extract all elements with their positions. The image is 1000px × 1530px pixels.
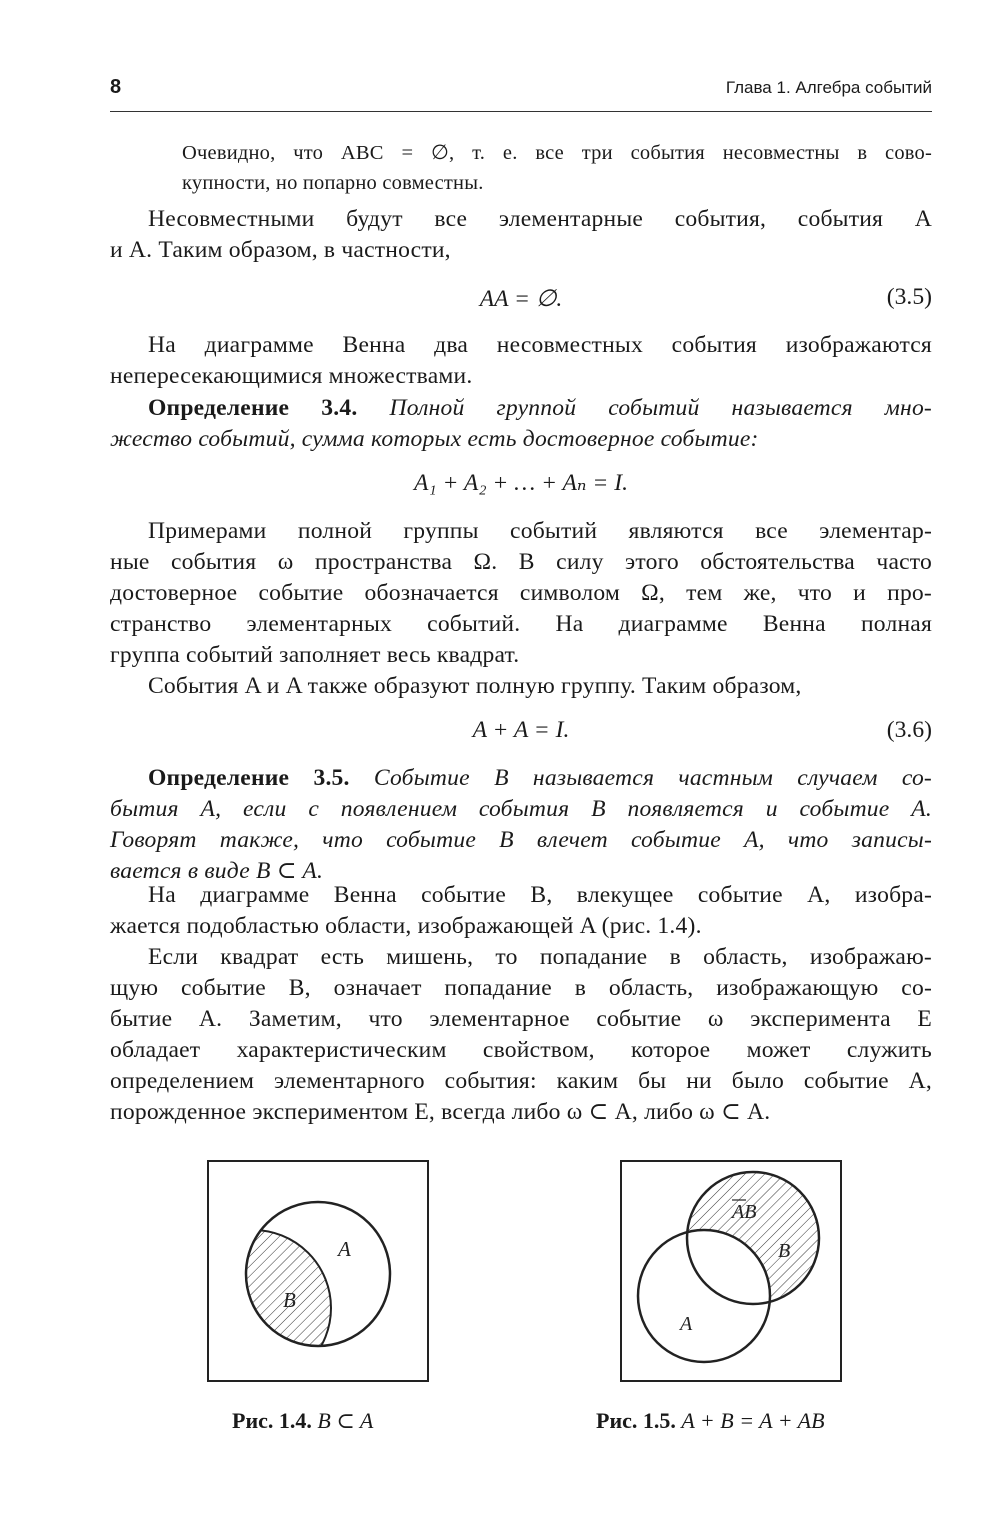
text-line: бытие A. Заметим, что элементарное событие ω эксперимента E	[110, 1006, 932, 1032]
text-line: Несовместными будут все элементарные события, события A	[148, 206, 932, 232]
definition-label: Определение 3.4.	[148, 395, 358, 421]
paragraph-5	[110, 671, 932, 702]
caption-text: B ⊂ A	[317, 1408, 374, 1433]
label-a: A	[680, 1313, 693, 1335]
paragraph-3	[110, 330, 932, 392]
text-line: вается в виде B ⊂ A.	[110, 858, 324, 884]
equation-number: (3.6)	[886, 717, 932, 743]
caption-label: Рис. 1.5.	[596, 1408, 676, 1433]
text-line	[110, 763, 932, 794]
event-abar-b-region	[620, 1160, 842, 1382]
formula-full-group	[110, 468, 932, 502]
text-line: обладает характеристическим свойством, которое может служить	[110, 1037, 932, 1063]
text-line: Очевидно, что ABC = ∅, т. е. все три события несовместны в сово-	[182, 142, 932, 164]
text-line: Говорят также, что событие B влечет событие A, что записы-	[110, 827, 932, 853]
text-line: бытия A, если с появлением события B появляется и событие A.	[110, 796, 932, 822]
formula-expression: AA = ∅.	[479, 286, 563, 312]
figure-1-5-diagram	[620, 1160, 842, 1382]
page-header	[110, 76, 932, 106]
page-number: 8	[110, 76, 122, 98]
text-line: и A. Таким образом, в частности,	[110, 237, 451, 263]
paragraph-2	[110, 204, 932, 266]
equation-number: (3.5)	[886, 284, 932, 310]
text-line	[110, 393, 932, 424]
formula-expression: A + A = I.	[472, 717, 570, 743]
text-line: непересекающимися множествами.	[110, 363, 473, 389]
text-line: определением элементарного события: каким бы ни было событие A,	[110, 1068, 932, 1094]
text-line: ные события ω пространства Ω. В силу этого обстоятельства часто	[110, 549, 932, 575]
paragraph-1	[182, 138, 932, 198]
formula-3-6	[110, 717, 932, 751]
paragraph-4	[110, 516, 932, 671]
figure-1-5	[620, 1160, 842, 1382]
header-rule	[110, 111, 932, 112]
text-line: Если квадрат есть мишень, то попадание в область, изображаю-	[148, 944, 932, 970]
figure-1-4-caption	[232, 1408, 373, 1434]
chapter-title: Глава 1. Алгебра событий	[725, 78, 932, 97]
text-line: На диаграмме Венна два несовместных события изображаются	[148, 332, 932, 358]
paragraph-7	[110, 942, 932, 1128]
figure-1-4-diagram	[207, 1160, 429, 1382]
label-b: B	[778, 1240, 791, 1262]
label-a: A	[338, 1237, 351, 1261]
label-abar-b: AB	[732, 1201, 757, 1223]
text-line: жество событий, сумма которых есть достоверное событие:	[110, 426, 759, 452]
text-line: На диаграмме Венна событие B, влекущее событие A, изобра-	[148, 882, 932, 908]
text-line: щую событие B, означает попадание в область, изображающую со-	[110, 975, 932, 1001]
definition-text: Полной группой событий называется мно-	[389, 395, 932, 421]
text-line: достоверное событие обозначается символом Ω, тем же, что и про-	[110, 580, 932, 606]
text-line: События A и A также образуют полную группу. Таким образом,	[148, 673, 802, 699]
definition-text: Событие B называется частным случаем со-	[373, 765, 932, 791]
text-line: порожденное экспериментом E, всегда либо ω ⊂ A, либо ω ⊂ A.	[110, 1099, 771, 1125]
text-line: группа событий заполняет весь квадрат.	[110, 642, 520, 668]
definition-3-4	[110, 393, 932, 455]
caption-text: A + B = A + AB	[681, 1408, 825, 1433]
figure-1-4	[207, 1160, 429, 1382]
text-line: жается подобластью области, изображающей A (рис. 1.4).	[110, 913, 702, 939]
text-line: Примерами полной группы событий являются все элементар-	[148, 518, 932, 544]
formula-expression: A₁ + A₂ + … + Aₙ = I.	[414, 470, 628, 496]
paragraph-6	[110, 880, 932, 942]
event-b-region	[207, 1230, 331, 1382]
text-line: странство элементарных событий. На диаграмме Венна полная	[110, 611, 932, 637]
formula-3-5	[110, 284, 932, 318]
figure-1-5-caption	[596, 1408, 825, 1434]
definition-label: Определение 3.5.	[148, 765, 350, 791]
caption-label: Рис. 1.4.	[232, 1408, 312, 1433]
text-line: купности, но попарно совместны.	[182, 172, 484, 194]
definition-3-5	[110, 763, 932, 887]
label-b: B	[283, 1288, 296, 1312]
